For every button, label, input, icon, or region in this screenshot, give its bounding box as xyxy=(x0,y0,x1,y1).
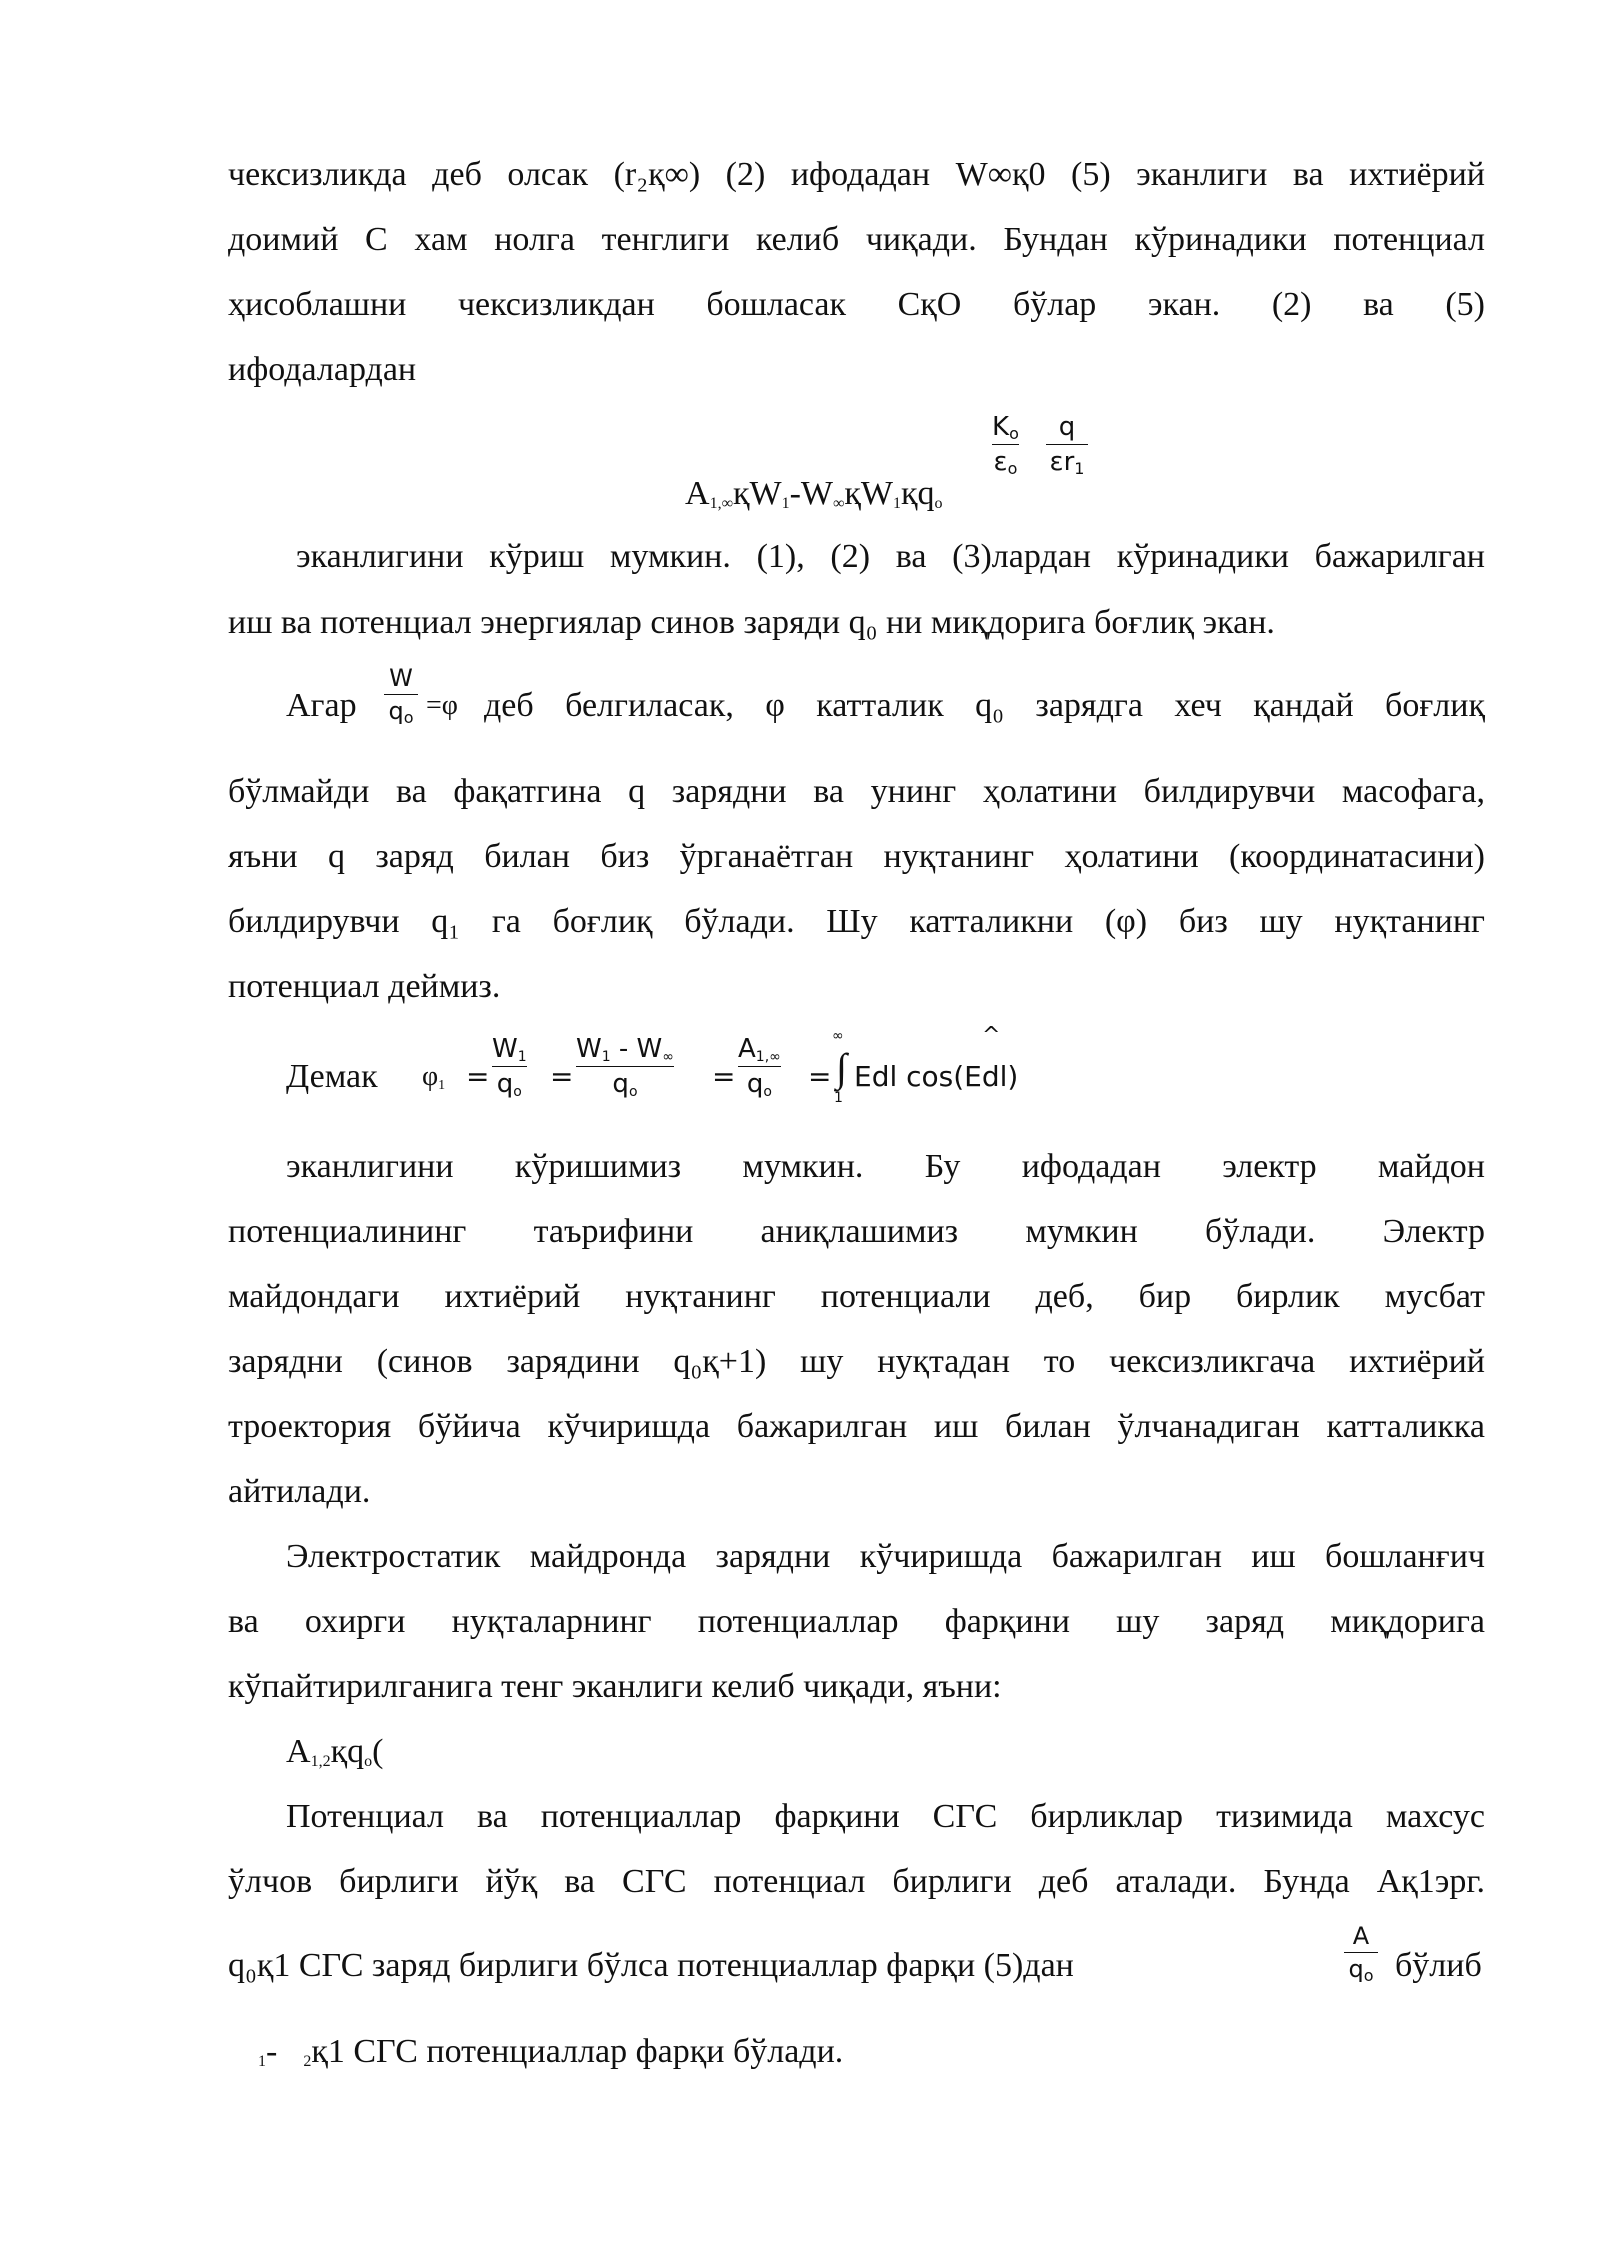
text-line: ўлчов бирлиги йўқ ва СГС потенциал бирлиги деб аталади. Бунда Ақ1эрг. xyxy=(228,1863,1485,1900)
fraction-w-q: W $q_o$ xyxy=(384,664,418,725)
phi-symbol: $\varphi_1$ xyxy=(422,1061,446,1093)
potential-difference-line: $_1$- $_2$қ1 СГС потенциаллар фарқи бўлади. xyxy=(258,2033,844,2070)
text-line: Электростатик майдронда зарядни кўчиришда бажарилган иш бошланғич xyxy=(286,1538,1485,1575)
fraction-w1-winf-q: $W_1 - W_\infty$ $q_o$ xyxy=(576,1034,674,1100)
integrand: Edl cos(Edl) xyxy=(854,1060,1019,1093)
text-lead: Демак xyxy=(286,1058,378,1095)
text-line: ва охирги нуқталарнинг потенциаллар фарқини шу заряд миқдорига xyxy=(228,1603,1485,1640)
text-line: ҳисоблашни чексизликдан бошласак СқО бўлар экан. (2) ва (5) xyxy=(228,286,1485,323)
equals-sign: = xyxy=(808,1060,832,1093)
text-line: айтилади. xyxy=(228,1473,371,1510)
fraction-k-eps: $K_o$ $\varepsilon_o$ xyxy=(992,412,1019,478)
integral-upper-limit: ∞ xyxy=(832,1028,844,1044)
text-line: зарядни (синов зарядини q₀қ+1) шу нуқтадан то чексизликгача ихтиёрий xyxy=(228,1343,1485,1380)
text-line: билдирувчи q₁ га боғлиқ бўлади. Шу катталикни (φ) биз шу нуқтанинг xyxy=(228,903,1485,940)
text-line: эканлигини кўриш мумкин. (1), (2) ва (3)лардан кўринадики бажарилган xyxy=(296,538,1485,575)
text-line: чексизликда деб олсак (r₂қ∞) (2) ифодадан W∞қ0 (5) эканлиги ва ихтиёрий xyxy=(228,156,1485,193)
text-line: кўпайтирилганига тенг эканлиги келиб чиқади, яъни: xyxy=(228,1668,1002,1705)
equals-sign: = xyxy=(466,1060,490,1093)
text-line: потенциалининг таърифини аниқлашимиз мумкин бўлади. Электр xyxy=(228,1213,1485,1250)
text-line: доимий С хам нолга тенглиги келиб чиқади. Бундан кўринадики потенциал xyxy=(228,221,1485,258)
text-line: ифодалардан xyxy=(228,351,417,388)
fraction-a-q0: A $q_o$ xyxy=(1344,1922,1378,1983)
text-tail: бўлиб xyxy=(1395,1947,1482,1984)
text-line: потенциал деймиз. xyxy=(228,968,501,1005)
fraction-q-er: q $\varepsilon r_1$ xyxy=(1046,412,1088,477)
text-line: иш ва потенциал энергиялар синов заряди q₀ ни миқдорига боғлиқ экан. xyxy=(228,604,1275,641)
text-lead: Агар xyxy=(286,687,357,724)
fraction-a-q: $A_{1,\infty}$ $q_o$ xyxy=(738,1034,781,1100)
equation-work: $A_{1,\infty}қW_1-W_\infty қW_1қq_o$ xyxy=(685,475,943,512)
text-line: бўлмайди ва фақатгина q зарядни ва унинг ҳолатини билдирувчи масофага, xyxy=(228,773,1485,810)
equals-sign: = xyxy=(712,1060,736,1093)
text-line: яъни q заряд билан биз ўрганаётган нуқтанинг ҳолатини (координатасини) xyxy=(228,838,1485,875)
text-line: троектория бўйича кўчиришда бажарилган иш билан ўлчанадиган катталикка xyxy=(228,1408,1485,1445)
text-line: q₀қ1 СГС заряд бирлиги бўлса потенциаллар фарқи (5)дан xyxy=(228,1947,1074,1984)
fraction-w1-q: $W_1$ $q_o$ xyxy=(492,1034,527,1100)
integral-sign: ∫ xyxy=(836,1045,847,1090)
text-line: деб белгиласак, φ катталик q₀ зарядга хеч қандай боғлиқ xyxy=(484,687,1485,724)
text-line: Потенциал ва потенциаллар фарқини СГС бирликлар тизимида махсус xyxy=(286,1798,1485,1835)
equation-a12: $A_{1,2}қq_o$( xyxy=(286,1733,384,1770)
equals-phi: =φ xyxy=(426,690,458,721)
hat-accent: ^ xyxy=(982,1023,1001,1048)
integral-lower-limit: 1 xyxy=(834,1090,843,1106)
text-line: эканлигини кўришимиз мумкин. Бу ифодадан электр майдон xyxy=(286,1148,1485,1185)
text-line: майдондаги ихтиёрий нуқтанинг потенциали деб, бир бирлик мусбат xyxy=(228,1278,1485,1315)
equals-sign: = xyxy=(550,1060,574,1093)
